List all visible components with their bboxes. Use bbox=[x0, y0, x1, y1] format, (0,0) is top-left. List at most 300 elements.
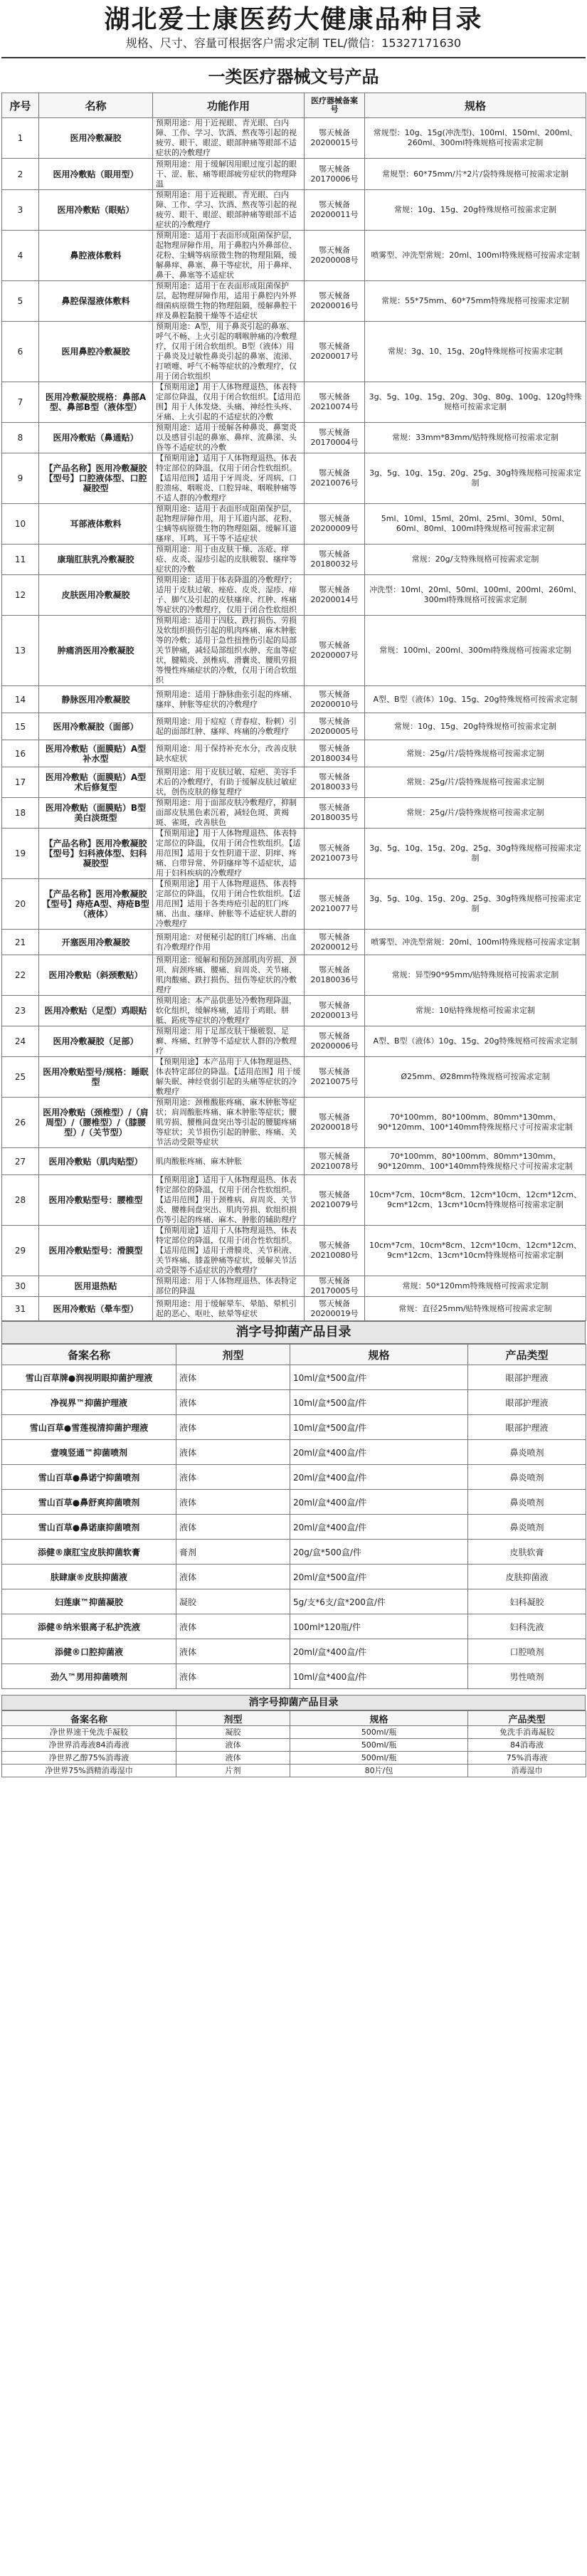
dosage-form: 液体 bbox=[176, 1752, 290, 1765]
dosage-form: 液体 bbox=[176, 1390, 290, 1415]
product-spec: A型、B型（液体）10g、15g、20g特殊规格可按需求定制 bbox=[365, 686, 586, 713]
row-number: 9 bbox=[2, 453, 39, 504]
filing-name: 壹嗅竖通™抑菌喷剂 bbox=[2, 1440, 176, 1465]
registration-number: 鄂天械备20200019号 bbox=[305, 1297, 365, 1321]
row-number: 24 bbox=[2, 1026, 39, 1057]
product-function: 预期用途：对便秘引起的肛门疼痛、出血有冷敷理疗作用 bbox=[153, 930, 305, 955]
product-function: 预期用途：用于痘痘（青春痘、粉刺）引起的面部红肿、瘙痒、疼痛的冷敷理疗 bbox=[153, 713, 305, 740]
product-name: 开塞医用冷敷凝胶 bbox=[39, 930, 153, 955]
device-row bbox=[2, 686, 586, 713]
antibacterial-row bbox=[2, 1415, 586, 1440]
product-type: 鼻炎喷剂 bbox=[468, 1440, 586, 1465]
product-spec: 常规：50*120mm特殊规格可按需求定制 bbox=[365, 1276, 586, 1297]
filing-name: 肤肆康®皮肤抑菌液 bbox=[2, 1565, 176, 1589]
product-spec: 常规型：60*75mm/片*2片/袋特殊规格可按需求定制 bbox=[365, 159, 586, 190]
registration-number: 鄂天械备20200013号 bbox=[305, 996, 365, 1026]
product-type: 84消毒液 bbox=[468, 1739, 586, 1752]
product-function: 预期用途：缓解和预防颈部肌肉劳损、颈项、肩颈疼痛、腰痛、肩周炎、关节痛、肌肉酸痛、跌打损伤、扭伤等症状的冷敷理疗 bbox=[153, 955, 305, 996]
package-spec: 500ml/瓶 bbox=[290, 1739, 468, 1752]
dosage-form: 膏剂 bbox=[176, 1540, 290, 1565]
package-spec: 10ml/盒*500盒/件 bbox=[290, 1365, 468, 1390]
dosage-form: 液体 bbox=[176, 1490, 290, 1515]
product-type: 鼻炎喷剂 bbox=[468, 1515, 586, 1540]
device-row bbox=[2, 545, 586, 575]
product-spec: 常规：10g、15g、20g特殊规格可按需求定制 bbox=[365, 713, 586, 740]
antibacterial-row bbox=[2, 1465, 586, 1490]
registration-number: 鄂天械备20210074号 bbox=[305, 382, 365, 423]
product-name: 皮肤医用冷敷凝胶 bbox=[39, 575, 153, 616]
registration-number: 鄂天械备20170006号 bbox=[305, 159, 365, 190]
product-function: 预期用途：用于皮肤过敏、痘疤、美容手术后的冷敷理疗，有助于缓解皮肤过敏症状，创伤皮肤的修复理疗 bbox=[153, 767, 305, 798]
product-function: 预期用途：用于由皮肤干燥、冻疮、痒疮、皮炎、湿疹引起的皮肤皲裂、瘙痒等症状的冷敷 bbox=[153, 545, 305, 575]
product-type: 75%消毒液 bbox=[468, 1752, 586, 1765]
registration-number: 鄂天械备20200011号 bbox=[305, 190, 365, 231]
package-spec: 20ml/盒*400盒/件 bbox=[290, 1465, 468, 1490]
device-row bbox=[2, 930, 586, 955]
registration-number: 鄂天械备20210073号 bbox=[305, 829, 365, 879]
dosage-form: 液体 bbox=[176, 1465, 290, 1490]
col-header-filing-name: 备案名称 bbox=[2, 1711, 176, 1726]
product-spec: 3g、5g、10g、15g、20g、30g、80g、100g、120g特殊规格可按需求定制 bbox=[365, 382, 586, 423]
product-name: 医用冷敷贴（肌肉贴型） bbox=[39, 1148, 153, 1175]
registration-number: 鄂天械备20200012号 bbox=[305, 930, 365, 955]
product-name: 康瑞肛肤乳冷敷凝胶 bbox=[39, 545, 153, 575]
product-spec: 3g、5g、10g、15g、20g、25g、30g特殊规格可按需求定制 bbox=[365, 829, 586, 879]
package-spec: 10ml/盒*500盒/件 bbox=[290, 1390, 468, 1415]
col-header-no: 序号 bbox=[2, 93, 39, 118]
package-spec: 20ml/盒*400盒/件 bbox=[290, 1440, 468, 1465]
filing-name: 添健®康肛宝皮肤抑菌软膏 bbox=[2, 1540, 176, 1565]
registration-number: 鄂天械备20180036号 bbox=[305, 955, 365, 996]
product-type: 皮肤软膏 bbox=[468, 1540, 586, 1565]
row-number: 20 bbox=[2, 879, 39, 930]
dosage-form: 液体 bbox=[176, 1440, 290, 1465]
device-row bbox=[2, 767, 586, 798]
section-title-antibacterial: 消字号抑菌产品目录 bbox=[1, 1321, 586, 1344]
product-type: 眼部护理液 bbox=[468, 1365, 586, 1390]
device-table-body bbox=[2, 118, 586, 1321]
row-number: 15 bbox=[2, 713, 39, 740]
antibacterial-row bbox=[2, 1639, 586, 1664]
package-spec: 5g/支*6支/盒*200盒/件 bbox=[290, 1589, 468, 1614]
product-name: 医用冷敷贴（斜颈敷贴） bbox=[39, 955, 153, 996]
row-number: 8 bbox=[2, 423, 39, 453]
antibacterial-row bbox=[2, 1440, 586, 1465]
page-header bbox=[0, 0, 587, 61]
device-row bbox=[2, 1276, 586, 1297]
device-row bbox=[2, 1226, 586, 1276]
product-name: 医用冷敷贴（面膜贴）B型 美白淡斑型 bbox=[39, 798, 153, 829]
antibacterial-row bbox=[2, 1664, 586, 1689]
col-header-form: 剂型 bbox=[176, 1345, 290, 1365]
antibacterial-table bbox=[1, 1344, 586, 1689]
product-name: 医用冷敷贴型号：腰椎型 bbox=[39, 1175, 153, 1226]
product-function: 预期用途：适用于体表降温的冷敷理疗；适用于皮肤过敏、痤疮、皮炎、湿疹、痱子、脚气及引起的皮肤瘙痒、红肿、疼痛等症状的冷敷理疗，仅用于闭合性软组织 bbox=[153, 575, 305, 616]
row-number: 23 bbox=[2, 996, 39, 1026]
filing-name: 净世界乙醇75%消毒液 bbox=[2, 1752, 176, 1765]
dosage-form: 凝胶 bbox=[176, 1589, 290, 1614]
antibacterial-row bbox=[2, 1540, 586, 1565]
registration-number: 鄂天械备20200008号 bbox=[305, 231, 365, 281]
product-spec: 常规：20g/支特殊规格可按需求定制 bbox=[365, 545, 586, 575]
product-name: 医用冷敷贴（晕车型） bbox=[39, 1297, 153, 1321]
col-header-type: 产品类型 bbox=[468, 1345, 586, 1365]
dosage-form: 液体 bbox=[176, 1639, 290, 1664]
disinfectant-table-body bbox=[2, 1726, 586, 1777]
product-function: 【预期用途】适用于人体物理退热、体表特定部位的降温，仅用于闭合性软组织。【适用范围】适用于滑膜炎、关节积液、关节疼痛、膝盖肿痛等症状，缓解关节活动受限等不适症状的冷敷理疗 bbox=[153, 1226, 305, 1276]
product-function: 【预期用途】本产品用于人体物理退热、体表特定部位的降温。【适用范围】用于缓解失眠、神经衰弱引起的头痛等症状的冷敷理疗 bbox=[153, 1057, 305, 1098]
antibacterial-row bbox=[2, 1365, 586, 1390]
disinfectant-row bbox=[2, 1739, 586, 1752]
product-name: 医用冷敷贴型号：滑膜型 bbox=[39, 1226, 153, 1276]
product-spec: 10cm*7cm、10cm*8cm、12cm*10cm、12cm*12cm、9cm*12cm、13cm*10cm特殊规格可按需求定制 bbox=[365, 1175, 586, 1226]
product-spec: 常规：10贴特殊规格可按需求定制 bbox=[365, 996, 586, 1026]
product-name: 鼻腔液体敷料 bbox=[39, 231, 153, 281]
product-type: 鼻炎喷剂 bbox=[468, 1465, 586, 1490]
page-subtitle: 规格、尺寸、容量可根据客户需求定制 TEL/微信：15327171630 bbox=[125, 36, 462, 50]
antibacterial-row bbox=[2, 1614, 586, 1639]
device-row bbox=[2, 382, 586, 423]
section-title-disinfectant: 消字号抑菌产品目录 bbox=[1, 1695, 586, 1710]
product-spec: 常规：100ml、200ml、300ml特殊规格可按需求定制 bbox=[365, 616, 586, 686]
row-number: 19 bbox=[2, 829, 39, 879]
row-number: 27 bbox=[2, 1148, 39, 1175]
row-number: 6 bbox=[2, 322, 39, 382]
row-number: 30 bbox=[2, 1276, 39, 1297]
col-header-function: 功能作用 bbox=[153, 93, 305, 118]
col-header-filing-name: 备案名称 bbox=[2, 1345, 176, 1365]
antibacterial-row bbox=[2, 1390, 586, 1415]
section-title-devices: 一类医疗器械文号产品 bbox=[208, 67, 379, 87]
row-number: 22 bbox=[2, 955, 39, 996]
product-spec: 常规：25g/片/袋特殊规格可按需求定制 bbox=[365, 767, 586, 798]
registration-number: 鄂天械备20210075号 bbox=[305, 1057, 365, 1098]
filing-name: 净世界速干免洗手凝胶 bbox=[2, 1726, 176, 1739]
row-number: 28 bbox=[2, 1175, 39, 1226]
device-row bbox=[2, 231, 586, 281]
product-type: 男性喷剂 bbox=[468, 1664, 586, 1689]
product-spec: 70*100mm、80*100mm、80mm*130mm、90*120mm、100*140mm特殊规格尺寸可按需求定制 bbox=[365, 1148, 586, 1175]
product-function: 预期用途：用于保持补充水分，改善皮肤缺水症状 bbox=[153, 740, 305, 767]
package-spec: 500ml/瓶 bbox=[290, 1752, 468, 1765]
filing-name: 雪山百草牌●润视明眼抑菌护理液 bbox=[2, 1365, 176, 1390]
package-spec: 10ml/盒*400盒/件 bbox=[290, 1664, 468, 1689]
row-number: 31 bbox=[2, 1297, 39, 1321]
col-header-spec: 规格 bbox=[290, 1711, 468, 1726]
product-name: 医用冷敷贴（颈椎型）/（肩周型）/（腰椎型）/（膝腰型）/（关节型） bbox=[39, 1098, 153, 1148]
disinfectant-row bbox=[2, 1752, 586, 1765]
product-function: 【预期用途】用于人体物理退热、体表特定部位的降温，仅用于闭合性软组织。【适用范围】适用于各类痔疮引起的肛门疼痛、出血、瘙痒、肿胀等不适症状人群的冷敷理疗 bbox=[153, 879, 305, 930]
product-name: 静脉医用冷敷凝胶 bbox=[39, 686, 153, 713]
product-name: 鼻腔保湿液体敷料 bbox=[39, 281, 153, 322]
device-table-header bbox=[2, 93, 586, 118]
product-function: 预期用途：用于近视眼、青光眼、白内障、工作、学习、饮酒、熬夜等引起的视疲劳、眼干、眼涩、眼部肿痛等眼部不适症状的冷敷理疗 bbox=[153, 190, 305, 231]
product-function: 预期用途：颈椎酸胀疼痛、麻木肿胀等症状；肩周酸胀疼痛、麻木肿胀等症状；腰肌劳损、腰椎间盘突出等引起的腰腿疼痛等症状；关节损伤引起的肿胀、疼痛、关节活动受限等症状 bbox=[153, 1098, 305, 1148]
antibacterial-row bbox=[2, 1565, 586, 1589]
device-row bbox=[2, 1148, 586, 1175]
dosage-form: 液体 bbox=[176, 1415, 290, 1440]
product-spec: A型、B型（液体）10g、15g、20g特殊规格可按需求定制 bbox=[365, 1026, 586, 1057]
disinfectant-table bbox=[1, 1710, 586, 1777]
dosage-form: 液体 bbox=[176, 1664, 290, 1689]
product-name: 肿痛消医用冷敷凝胶 bbox=[39, 616, 153, 686]
product-function: 预期用途：用于缓解晕车、晕船、晕机引起的恶心、呕吐、眩晕等症状 bbox=[153, 1297, 305, 1321]
row-number: 7 bbox=[2, 382, 39, 423]
row-number: 26 bbox=[2, 1098, 39, 1148]
row-number: 1 bbox=[2, 118, 39, 159]
disinfectant-table-header bbox=[2, 1711, 586, 1726]
device-row bbox=[2, 713, 586, 740]
product-name: 医用退热贴 bbox=[39, 1276, 153, 1297]
product-function: 预期用途：适用于表面形成阻菌保护层，起物理屏障作用，用于鼻腔内外鼻部位、花粉、尘螨等病原微生物的物理阻隔，缓解鼻痒、鼻塞、鼻干等症状，用于鼻痒、鼻干、鼻塞等不适症状 bbox=[153, 231, 305, 281]
product-function: 【预期用途】适用于人体物理退热、体表特定部位的降温，仅用于闭合性软组织。【适用范围】适用于牙周炎、牙周病、口腔溃疡、咽喉炎、口腔异味、咽喉肿痛等不适人群的冷敷理疗 bbox=[153, 453, 305, 504]
product-name: 医用冷敷贴（鼻通贴） bbox=[39, 423, 153, 453]
dosage-form: 液体 bbox=[176, 1614, 290, 1639]
package-spec: 20ml/盒*400盒/件 bbox=[290, 1639, 468, 1664]
registration-number: 鄂天械备20200017号 bbox=[305, 322, 365, 382]
dosage-form: 液体 bbox=[176, 1739, 290, 1752]
row-number: 16 bbox=[2, 740, 39, 767]
package-spec: 20ml/盒*400盒/件 bbox=[290, 1490, 468, 1515]
product-type: 鼻炎喷剂 bbox=[468, 1490, 586, 1515]
product-name: 【产品名称】医用冷敷凝胶【型号】口腔液体型、口腔凝胶型 bbox=[39, 453, 153, 504]
device-row bbox=[2, 322, 586, 382]
product-spec: 10cm*7cm、10cm*8cm、12cm*10cm、12cm*12cm、9cm*12cm、13cm*10cm特殊规格可按需求定制 bbox=[365, 1226, 586, 1276]
product-function: 预期用途：用于近视眼、青光眼、白内障、工作、学习、饮酒、熬夜等引起的视疲劳、眼干、眼涩、眼部肿痛等眼部不适症状的冷敷理疗 bbox=[153, 118, 305, 159]
row-number: 2 bbox=[2, 159, 39, 190]
product-name: 医用冷敷贴（足型）鸡眼贴 bbox=[39, 996, 153, 1026]
product-name: 医用冷敷凝胶 bbox=[39, 118, 153, 159]
dosage-form: 液体 bbox=[176, 1515, 290, 1540]
filing-name: 雪山百草●鼻舒爽抑菌喷剂 bbox=[2, 1490, 176, 1515]
product-name: 医用鼻腔冷敷凝胶 bbox=[39, 322, 153, 382]
product-spec: 常规：55*75mm、60*75mm特殊规格可按需求定制 bbox=[365, 281, 586, 322]
product-name: 医用冷敷贴（眼贴） bbox=[39, 190, 153, 231]
col-header-spec: 规格 bbox=[365, 93, 586, 118]
product-function: 预期用途：本产品供患处冷敷物理降温，软化组织，缓解疼痛，适用于鸡眼、胼胝、跖疣等症状的冷敷理疗 bbox=[153, 996, 305, 1026]
registration-number: 鄂天械备20210077号 bbox=[305, 879, 365, 930]
device-row bbox=[2, 879, 586, 930]
product-spec: 常规型：10g、15g(冲洗型)、100ml、150ml、200ml、260ml、300ml特殊规格可按需求定制 bbox=[365, 118, 586, 159]
col-header-reg: 医疗器械备案号 bbox=[305, 93, 365, 118]
product-function: 预期用途：A型，用于鼻炎引起的鼻塞、呼气不畅、上火引起的咽喉肿痛的冷敷理疗，仅用于闭合软组织。B型（液体）用于鼻炎及过敏性鼻炎引起的鼻塞、流涕、打喷嚏、呼气不畅等症状的冷敷理疗，仅用于闭合软组织 bbox=[153, 322, 305, 382]
registration-number: 鄂天械备20180034号 bbox=[305, 740, 365, 767]
filing-name: 妇莲康™抑菌凝胶 bbox=[2, 1589, 176, 1614]
product-spec: 喷雾型、冲洗型常规：20ml、100ml特殊规格可按需求定制 bbox=[365, 231, 586, 281]
device-row bbox=[2, 616, 586, 686]
device-row bbox=[2, 996, 586, 1026]
product-function: 预期用途：用于缓解因用眼过度引起的眼干、涩、胀、痛等眼部疲劳症状的物理降温 bbox=[153, 159, 305, 190]
product-name: 医用冷敷凝胶（足部） bbox=[39, 1026, 153, 1057]
product-name: 医用冷敷贴（面膜贴）A型 补水型 bbox=[39, 740, 153, 767]
device-row bbox=[2, 829, 586, 879]
product-type: 眼部护理液 bbox=[468, 1390, 586, 1415]
package-spec: 100ml*120瓶/件 bbox=[290, 1614, 468, 1639]
product-spec: 冲洗型：10ml、20ml、50ml、100ml、200ml、260ml、300ml特殊规格可按需求定制 bbox=[365, 575, 586, 616]
filing-name: 雪山百草●鼻诺宁抑菌喷剂 bbox=[2, 1465, 176, 1490]
antibacterial-row bbox=[2, 1589, 586, 1614]
package-spec: 500ml/瓶 bbox=[290, 1726, 468, 1739]
row-number: 17 bbox=[2, 767, 39, 798]
filing-name: 雪山百草●鼻诺康抑菌喷剂 bbox=[2, 1515, 176, 1540]
product-name: 医用冷敷贴（面膜贴）A型 术后修复型 bbox=[39, 767, 153, 798]
dosage-form: 液体 bbox=[176, 1365, 290, 1390]
product-function: 【预期用途】适用于人体物理退热、体表特定部位的降温，仅用于闭合性软组织。【适用范围】用于颈椎病、肩周炎、关节炎、腰椎间盘突出、肌肉劳损、软组织损伤等引起的疼痛、麻木、肿胀的辅助理疗 bbox=[153, 1175, 305, 1226]
product-type: 消毒湿巾 bbox=[468, 1765, 586, 1777]
package-spec: 20ml/盒*400盒/件 bbox=[290, 1515, 468, 1540]
registration-number: 鄂天械备20170004号 bbox=[305, 423, 365, 453]
col-header-spec: 规格 bbox=[290, 1345, 468, 1365]
device-row bbox=[2, 740, 586, 767]
disinfectant-row bbox=[2, 1726, 586, 1739]
registration-number: 鄂天械备20200015号 bbox=[305, 118, 365, 159]
registration-number: 鄂天械备20210076号 bbox=[305, 453, 365, 504]
registration-number: 鄂天械备20180033号 bbox=[305, 767, 365, 798]
filing-name: 净世界75%酒精消毒湿巾 bbox=[2, 1765, 176, 1777]
row-number: 4 bbox=[2, 231, 39, 281]
col-header-form: 剂型 bbox=[176, 1711, 290, 1726]
package-spec: 20g/盒*500盒/件 bbox=[290, 1540, 468, 1565]
filing-name: 添健®口腔抑菌液 bbox=[2, 1639, 176, 1664]
device-table bbox=[1, 93, 586, 1321]
dosage-form: 液体 bbox=[176, 1565, 290, 1589]
product-type: 口腔喷剂 bbox=[468, 1639, 586, 1664]
antibacterial-row bbox=[2, 1515, 586, 1540]
product-function: 【预期用途】用于人体物理退热、体表特定部位的降温，仅用于闭合性软组织。【适用范围】适用于女性阴道干涩、阴痒、疼痛、白带异常、外阴瘙痒等不适症状，适用于妇科疾病的冷敷理疗 bbox=[153, 829, 305, 879]
product-function: 预期用途：适用于在表面形成阻菌保护层，起物理屏障作用，适用于鼻腔内外界细菌病原微生物的物理阻隔，缓解鼻腔干痒及鼻腔黏膜干燥等不适症状 bbox=[153, 281, 305, 322]
registration-number: 鄂天械备20180035号 bbox=[305, 798, 365, 829]
device-row bbox=[2, 423, 586, 453]
product-spec: 常规：33mm*83mm/贴特殊规格可按需求定制 bbox=[365, 423, 586, 453]
dosage-form: 片剂 bbox=[176, 1765, 290, 1777]
device-row bbox=[2, 118, 586, 159]
device-row bbox=[2, 504, 586, 545]
device-row bbox=[2, 575, 586, 616]
registration-number: 鄂天械备20200016号 bbox=[305, 281, 365, 322]
registration-number: 鄂天械备20200009号 bbox=[305, 504, 365, 545]
product-name: 【产品名称】医用冷敷凝胶【型号】痔疮A型、痔疮B型（液体） bbox=[39, 879, 153, 930]
registration-number: 鄂天械备20200010号 bbox=[305, 686, 365, 713]
product-spec: 常规：直径25mm/贴特殊规格可按需求定制 bbox=[365, 1297, 586, 1321]
registration-number: 鄂天械备20170005号 bbox=[305, 1276, 365, 1297]
antibacterial-table-header bbox=[2, 1345, 586, 1365]
row-number: 29 bbox=[2, 1226, 39, 1276]
row-number: 18 bbox=[2, 798, 39, 829]
product-spec: 常规：10g、15g、20g特殊规格可按需求定制 bbox=[365, 190, 586, 231]
product-function: 预期用途：用于面部皮肤冷敷理疗，抑制面部皮肤黑色素沉着，减轻色斑、黄褐斑、雀斑，改善肤色 bbox=[153, 798, 305, 829]
registration-number: 鄂天械备20200006号 bbox=[305, 1026, 365, 1057]
product-spec: 常规：25g/片/袋特殊规格可按需求定制 bbox=[365, 740, 586, 767]
product-function: 肌肉酸胀疼痛、麻木肿胀 bbox=[153, 1148, 305, 1175]
device-row bbox=[2, 1297, 586, 1321]
product-spec: 5ml、10ml、15ml、20ml、25ml、30ml、50ml、60ml、80ml、100ml特殊规格可按需求定制 bbox=[365, 504, 586, 545]
device-row bbox=[2, 1098, 586, 1148]
product-function: 预期用途：适用于静脉曲张引起的疼痛、瘙痒、肿胀等症状的冷敷理疗 bbox=[153, 686, 305, 713]
product-spec: 常规：25g/片/袋特殊规格可按需求定制 bbox=[365, 798, 586, 829]
product-type: 妇科凝胶 bbox=[468, 1589, 586, 1614]
product-function: 预期用途：适用于表面形成阻菌保护层，起物理屏障作用，用于耳道内部、花粉、尘螨等病原微生物的物理阻隔、缓解耳道瘙痒、耳鸣、耳干等不适症状 bbox=[153, 504, 305, 545]
product-name: 医用冷敷贴（眼用型） bbox=[39, 159, 153, 190]
registration-number: 鄂天械备20210080号 bbox=[305, 1226, 365, 1276]
page-title: 湖北爱士康医药大健康品种目录 bbox=[104, 5, 483, 34]
product-name: 医用冷敷贴型号/规格：睡眠型 bbox=[39, 1057, 153, 1098]
row-number: 13 bbox=[2, 616, 39, 686]
product-type: 皮肤抑菌液 bbox=[468, 1565, 586, 1589]
product-type: 妇科洗液 bbox=[468, 1614, 586, 1639]
product-function: 【预期用途】用于人体物理退热、体表特定部位降温，仅用于闭合软组织。【适用范围】用于人体发烧、头痛、神经性头疼、牙痛、上火引起的不适症状的冷敷 bbox=[153, 382, 305, 423]
row-number: 25 bbox=[2, 1057, 39, 1098]
row-number: 3 bbox=[2, 190, 39, 231]
package-spec: 20ml/盒*500盒/件 bbox=[290, 1565, 468, 1589]
registration-number: 鄂天械备20200007号 bbox=[305, 616, 365, 686]
product-spec: 喷雾型、冲洗型常规：20ml、100ml特殊规格可按需求定制 bbox=[365, 930, 586, 955]
product-function: 预期用途：适用于缓解各种鼻炎、鼻窦炎以及感冒引起的鼻塞、鼻痒、流鼻涕、头昏等不适症状的冷敷 bbox=[153, 423, 305, 453]
col-header-type: 产品类型 bbox=[468, 1711, 586, 1726]
device-row bbox=[2, 798, 586, 829]
product-spec: 70*100mm、80*100mm、80mm*130mm、90*120mm、100*140mm特殊规格尺寸可按需求定制 bbox=[365, 1098, 586, 1148]
row-number: 5 bbox=[2, 281, 39, 322]
device-row bbox=[2, 281, 586, 322]
row-number: 14 bbox=[2, 686, 39, 713]
product-spec: 3g、5g、10g、15g、20g、25g、30g特殊规格可按需求定制 bbox=[365, 453, 586, 504]
product-type: 免洗手消毒凝胶 bbox=[468, 1726, 586, 1739]
product-spec: 3g、5g、10g、15g、20g、25g、30g特殊规格可按需求定制 bbox=[365, 879, 586, 930]
row-number: 10 bbox=[2, 504, 39, 545]
product-function: 预期用途：用于人体物理退热、体表特定部位的降温 bbox=[153, 1276, 305, 1297]
row-number: 12 bbox=[2, 575, 39, 616]
product-name: 医用冷敷凝胶（面部） bbox=[39, 713, 153, 740]
registration-number: 鄂天械备20180032号 bbox=[305, 545, 365, 575]
filing-name: 净视界™抑菌护理液 bbox=[2, 1390, 176, 1415]
filing-name: 净世界消毒液84消毒液 bbox=[2, 1739, 176, 1752]
product-type: 眼部护理液 bbox=[468, 1415, 586, 1440]
product-function: 预期用途：用于足部皮肤干燥皲裂、足癣、疼痛、红肿等不适症状人群的冷敷理疗 bbox=[153, 1026, 305, 1057]
disinfectant-row bbox=[2, 1765, 586, 1777]
registration-number: 鄂天械备20200005号 bbox=[305, 713, 365, 740]
product-spec: 常规：异型90*95mm/贴特殊规格可按需求定制 bbox=[365, 955, 586, 996]
header-divider bbox=[1, 57, 586, 58]
registration-number: 鄂天械备20210079号 bbox=[305, 1175, 365, 1226]
filing-name: 添健®纳米银离子私护洗液 bbox=[2, 1614, 176, 1639]
device-row bbox=[2, 159, 586, 190]
registration-number: 鄂天械备20210078号 bbox=[305, 1148, 365, 1175]
filing-name: 劲久™男用抑菌喷剂 bbox=[2, 1664, 176, 1689]
product-name: 医用冷敷凝胶规格：鼻部A型、鼻部B型（液体型） bbox=[39, 382, 153, 423]
product-spec: 常规：3g、10、15g、20g特殊规格可按需求定制 bbox=[365, 322, 586, 382]
registration-number: 鄂天械备20200018号 bbox=[305, 1098, 365, 1148]
antibacterial-row bbox=[2, 1490, 586, 1515]
device-row bbox=[2, 453, 586, 504]
dosage-form: 凝胶 bbox=[176, 1726, 290, 1739]
antibacterial-table-body bbox=[2, 1365, 586, 1689]
product-name: 耳部液体敷料 bbox=[39, 504, 153, 545]
product-function: 预期用途：适用于四肢、跌打损伤、劳损及软组织损伤引起的肌肉疼痛、麻木肿胀等的冷敷；适用于急性扭挫伤引起的局部关节肿痛，减轻局部组织水肿、充血等症状，腱鞘炎、颈椎病、滑囊炎、腰肌劳损等慢性疼痛症状的冷敷，仅用于闭合软组织 bbox=[153, 616, 305, 686]
device-row bbox=[2, 955, 586, 996]
package-spec: 80片/包 bbox=[290, 1765, 468, 1777]
col-header-name: 名称 bbox=[39, 93, 153, 118]
filing-name: 雪山百草●雪莲视清抑菌护理液 bbox=[2, 1415, 176, 1440]
device-row bbox=[2, 1026, 586, 1057]
product-name: 【产品名称】医用冷敷凝胶【型号】妇科液体型、妇科凝胶型 bbox=[39, 829, 153, 879]
product-spec: Ø25mm、Ø28mm特殊规格可按需求定制 bbox=[365, 1057, 586, 1098]
row-number: 21 bbox=[2, 930, 39, 955]
device-row bbox=[2, 190, 586, 231]
package-spec: 10ml/盒*500盒/件 bbox=[290, 1415, 468, 1440]
row-number: 11 bbox=[2, 545, 39, 575]
device-row bbox=[2, 1057, 586, 1098]
device-row bbox=[2, 1175, 586, 1226]
registration-number: 鄂天械备20200014号 bbox=[305, 575, 365, 616]
